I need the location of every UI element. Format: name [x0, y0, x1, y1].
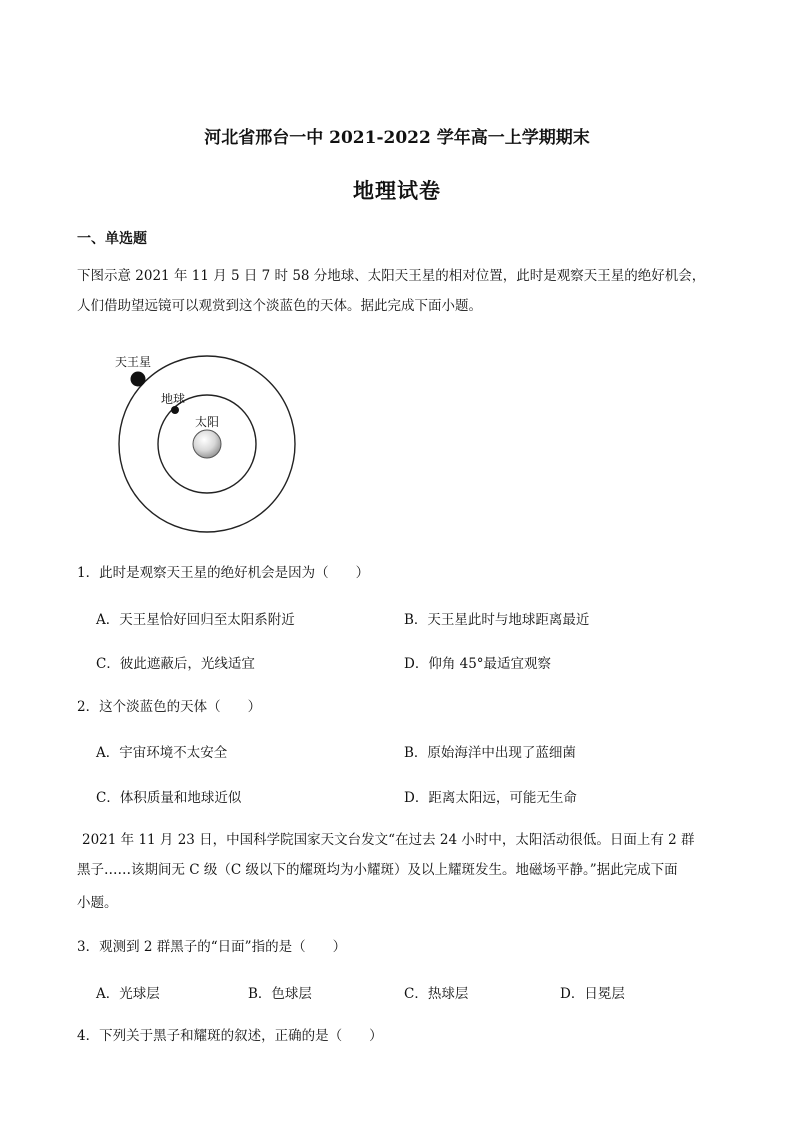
q1-option-a: A．天王星恰好回归至太阳系附近	[96, 612, 295, 628]
intro1-line1: 下图示意 2021 年 11 月 5 日 7 时 58 分地球、太阳天王星的相对位置，此时是观察天王星的绝好机会，	[77, 268, 706, 284]
sun	[193, 430, 221, 458]
intro1-line2: 人们借助望远镜可以观赏到这个淡蓝色的天体。据此完成下面小题。	[77, 298, 482, 314]
q1-option-c: C．彼此遮蔽后，光线适宜	[96, 656, 255, 672]
label-earth: 地球	[161, 392, 186, 406]
intro2-line2: 黑子……该期间无 C 级（C 级以下的耀斑均为小耀斑）及以上耀斑发生。地磁场平静。”据此完成下面	[77, 862, 678, 878]
q3-option-a: A．光球层	[96, 986, 160, 1002]
q1-option-b: B．天王星此时与地球距离最近	[404, 612, 590, 628]
earth-planet	[171, 406, 179, 414]
solar-system-figure	[105, 345, 305, 545]
q2-option-a: A．宇宙环境不太安全	[96, 745, 228, 761]
document-subtitle: 地理试卷	[353, 178, 441, 203]
uranus-planet	[131, 372, 146, 387]
section-heading: 一、单选题	[77, 231, 147, 247]
q3-option-d: D．日冕层	[560, 986, 625, 1002]
intro2-line3: 小题。	[77, 895, 118, 911]
q3-stem: 3．观测到 2 群黑子的“日面”指的是（ ）	[77, 939, 347, 955]
document-title: 河北省邢台一中 2021-2022 学年高一上学期期末	[204, 128, 590, 148]
q4-stem: 4．下列关于黑子和耀斑的叙述，正确的是（ ）	[77, 1028, 383, 1044]
q2-option-b: B．原始海洋中出现了蓝细菌	[404, 745, 576, 761]
q2-option-d: D．距离太阳远，可能无生命	[404, 790, 577, 806]
q3-option-b: B．色球层	[248, 986, 312, 1002]
q2-stem: 2．这个淡蓝色的天体（ ）	[77, 699, 262, 715]
q1-option-d: D．仰角 45°最适宜观察	[404, 656, 552, 672]
label-sun: 太阳	[195, 415, 220, 429]
intro2-line1: 2021 年 11 月 23 日，中国科学院国家天文台发文“在过去 24 小时中，太阳活动很低。日面上有 2 群	[82, 832, 695, 848]
label-uranus: 天王星	[115, 355, 152, 369]
q3-option-c: C．热球层	[404, 986, 469, 1002]
q2-option-c: C．体积质量和地球近似	[96, 790, 242, 806]
q1-stem: 1．此时是观察天王星的绝好机会是因为（ ）	[77, 565, 370, 581]
